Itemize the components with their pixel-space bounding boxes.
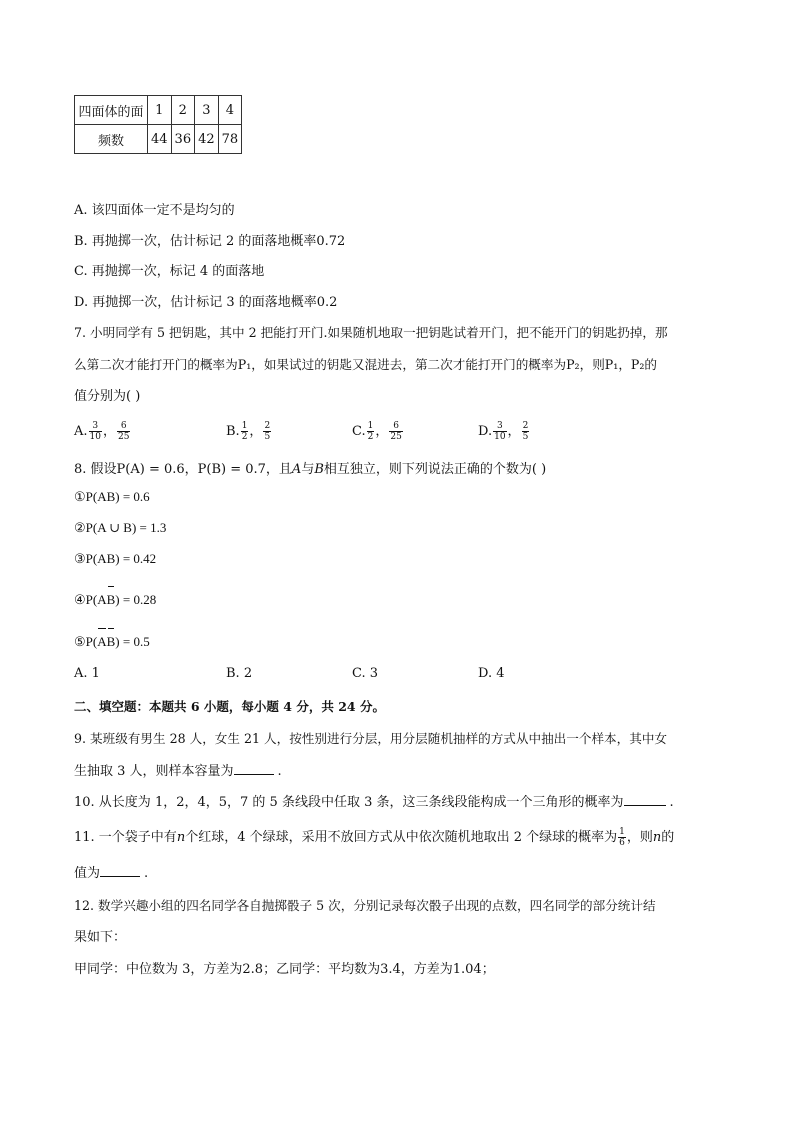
table-cell: 4 bbox=[218, 96, 242, 125]
answer-blank[interactable] bbox=[624, 793, 666, 806]
q7-option-b: B. $\frac{1}{2}$ ， $\frac{2}{5}$ bbox=[226, 421, 271, 442]
q8-item-5: ⑤P(AB) = 0.5 bbox=[74, 634, 150, 649]
fraction: $\frac{6}{25}$ bbox=[390, 421, 402, 442]
q11-line-1: 11. 一个袋子中有n个红球，4 个绿球，采用不放回方式从中依次随机地取出 2 个绿球的概率为 $\frac{1}{6}$ ，则n的 bbox=[74, 827, 675, 848]
q8-item-3: ③P(AB) = 0.42 bbox=[74, 551, 157, 566]
table-cell: 1 bbox=[148, 96, 172, 125]
q9-line-2: 生抽取 3 人，则样本容量为 . bbox=[74, 764, 282, 779]
q12-line-2: 果如下： bbox=[74, 930, 127, 945]
fraction: $\frac{3}{10}$ bbox=[494, 421, 506, 442]
answer-blank[interactable] bbox=[100, 864, 140, 877]
q8-item-1: ①P(AB) = 0.6 bbox=[74, 489, 150, 504]
table-cell: 2 bbox=[171, 96, 195, 125]
q8-item-2: ②P(A ∪ B) = 1.3 bbox=[74, 520, 167, 535]
table-cell: 42 bbox=[195, 125, 219, 154]
q8-option-d: D. 4 bbox=[478, 666, 505, 681]
q7-option-a: A. $\frac{3}{10}$ ， $\frac{6}{25}$ bbox=[74, 421, 130, 442]
table-header-label: 四面体的面 bbox=[75, 96, 148, 125]
q10-line: 10. 从长度为 1，2，4，5，7 的 5 条线段中任取 3 条，这三条线段能构成一个三角形的概率为 . bbox=[74, 795, 674, 810]
frequency-table bbox=[74, 95, 242, 154]
q8-stem: 8. 假设P(A) = 0.6，P(B) = 0.7，且A与B相互独立，则下列说法正确的个数为( ) bbox=[74, 462, 547, 477]
q12-line-3: 甲同学：中位数为 3，方差为2.8；乙同学：平均数为3.4，方差为1.04； bbox=[74, 962, 495, 977]
q8-option-c: C. 3 bbox=[352, 666, 379, 681]
q12-line-1: 12. 数学兴趣小组的四名同学各自抛掷骰子 5 次，分别记录每次骰子出现的点数，四名同学的部分统计结 bbox=[74, 898, 656, 913]
q7-line-3: 值分别为( ) bbox=[74, 389, 141, 404]
q6-option-c: C. 再抛掷一次，标记 4 的面落地 bbox=[74, 264, 265, 279]
answer-blank[interactable] bbox=[234, 762, 274, 775]
table-row-label: 频数 bbox=[75, 125, 148, 154]
table-cell: 78 bbox=[218, 125, 242, 154]
q6-option-a: A. 该四面体一定不是均匀的 bbox=[74, 203, 235, 218]
q8-option-a: A. 1 bbox=[74, 666, 100, 681]
section-heading: 二、填空题：本题共 6 小题，每小题 4 分，共 24 分。 bbox=[74, 699, 385, 714]
fraction: $\frac{1}{2}$ bbox=[241, 421, 248, 442]
q7-option-c: C. $\frac{1}{2}$ ， $\frac{6}{25}$ bbox=[352, 421, 402, 442]
table-row bbox=[75, 96, 242, 125]
table-cell: 44 bbox=[148, 125, 172, 154]
fraction: $\frac{3}{10}$ bbox=[89, 421, 101, 442]
q7-line-2: 么第二次才能打开门的概率为P₁，如果试过的钥匙又混进去，第二次才能打开门的概率为P₂，则P₁，P₂的 bbox=[74, 357, 658, 372]
q7-line-1: 7. 小明同学有 5 把钥匙，其中 2 把能打开门.如果随机地取一把钥匙试着开门，把不能开门的钥匙扔掉，那 bbox=[74, 325, 668, 340]
fraction: $\frac{2}{5}$ bbox=[522, 421, 529, 442]
q9-line-1: 9. 某班级有男生 28 人，女生 21 人，按性别进行分层，用分层随机抽样的方式从中抽出一个样本，其中女 bbox=[74, 731, 668, 746]
q11-line-2: 值为 . bbox=[74, 866, 149, 881]
table-cell: 36 bbox=[171, 125, 195, 154]
q6-option-d: D. 再抛掷一次，估计标记 3 的面落地概率0.2 bbox=[74, 295, 338, 310]
fraction: $\frac{1}{6}$ bbox=[619, 827, 625, 848]
q7-option-d: D. $\frac{3}{10}$ ， $\frac{2}{5}$ bbox=[478, 421, 529, 442]
table-row bbox=[75, 125, 242, 154]
fraction: $\frac{6}{25}$ bbox=[118, 421, 130, 442]
q8-item-4: ④P(AB) = 0.28 bbox=[74, 592, 157, 607]
fraction: $\frac{2}{5}$ bbox=[264, 421, 271, 442]
table-cell: 3 bbox=[195, 96, 219, 125]
q8-option-b: B. 2 bbox=[226, 666, 253, 681]
fraction: $\frac{1}{2}$ bbox=[367, 421, 374, 442]
q6-option-b: B. 再抛掷一次，估计标记 2 的面落地概率0.72 bbox=[74, 234, 346, 249]
